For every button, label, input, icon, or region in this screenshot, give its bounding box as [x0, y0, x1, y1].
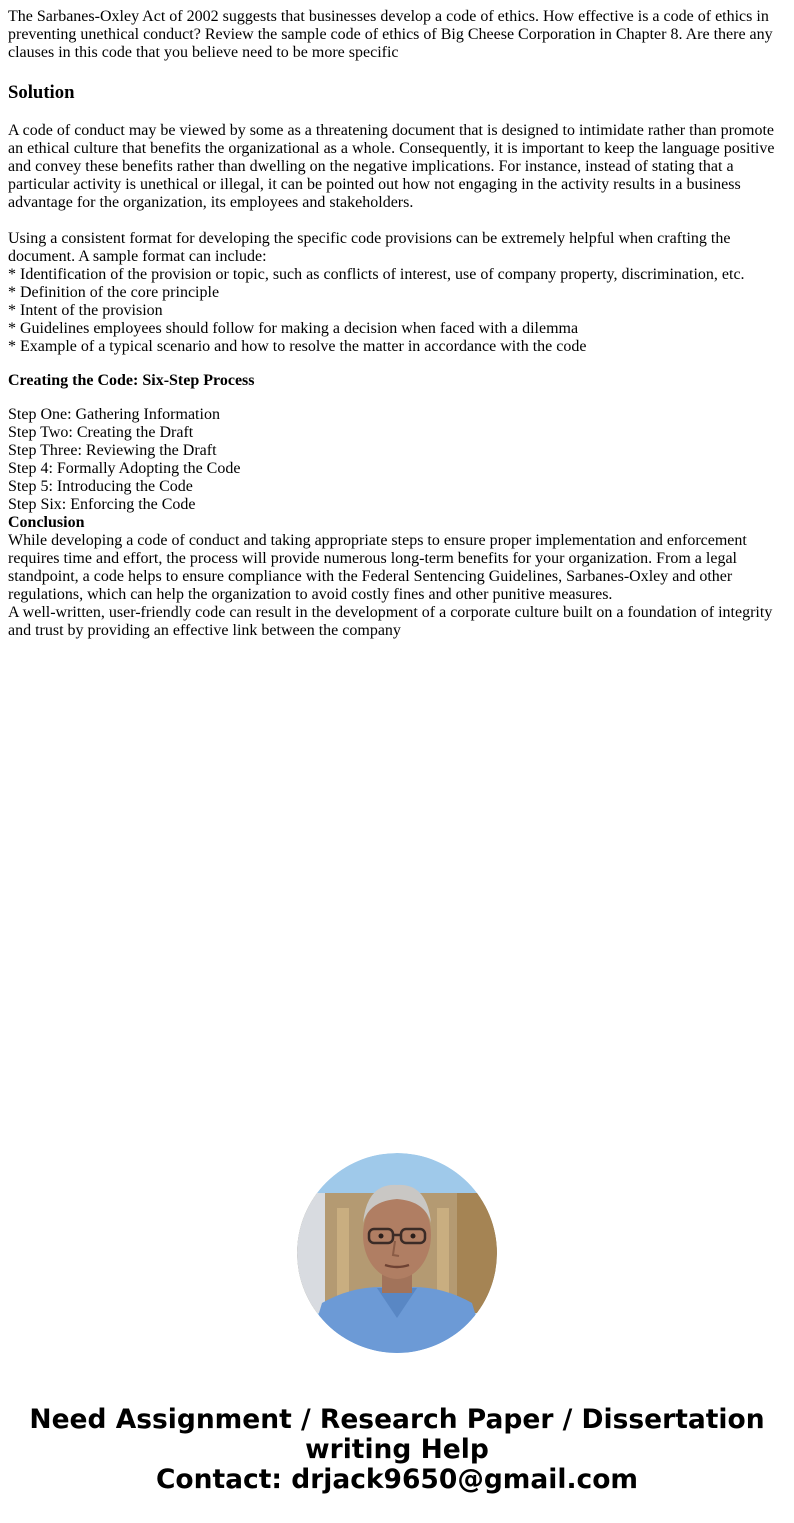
- promo-text: [0, 1405, 794, 1495]
- format-item: * Intent of the provision: [8, 302, 163, 319]
- document-body: [8, 8, 780, 640]
- author-avatar: [297, 1153, 497, 1353]
- promo-line-1: Need Assignment / Research Paper / Dissertation: [29, 1404, 765, 1435]
- format-item: * Definition of the core principle: [8, 284, 220, 301]
- promo-section: [0, 1153, 794, 1495]
- question-text: The Sarbanes-Oxley Act of 2002 suggests that businesses develop a code of ethics. How effective is a code of ethics in preventing unethical conduct? Review the sample code of ethics of Big Cheese Corporation in Chapter 8. Are there any clauses in this code that you believe need to be more specific: [8, 8, 773, 61]
- step-item: Step 5: Introducing the Code: [8, 478, 193, 495]
- steps-list: [8, 406, 780, 640]
- solution-heading: Solution: [8, 82, 75, 103]
- step-item: Step Three: Reviewing the Draft: [8, 442, 217, 459]
- format-intro: Using a consistent format for developing the specific code provisions can be extremely helpful when crafting the document. A sample format can include:: [8, 230, 731, 265]
- process-heading: Creating the Code: Six-Step Process: [8, 372, 255, 389]
- conclusion-paragraph-2: A well-written, user-friendly code can result in the development of a corporate culture built on a foundation of integrity and trust by providing an effective link between the company: [8, 604, 773, 639]
- promo-contact: Contact: drjack9650@gmail.com: [155, 1464, 639, 1495]
- step-item: Step Two: Creating the Draft: [8, 424, 194, 441]
- promo-line-2: writing Help: [305, 1434, 489, 1465]
- format-item: * Guidelines employees should follow for making a decision when faced with a dilemma: [8, 320, 579, 337]
- step-item: Step 4: Formally Adopting the Code: [8, 460, 241, 477]
- solution-paragraph-2: [8, 230, 780, 356]
- step-item: Step Six: Enforcing the Code: [8, 496, 196, 513]
- format-item: * Identification of the provision or topic, such as conflicts of interest, use of company property, discrimination, etc.: [8, 266, 745, 283]
- conclusion-heading: Conclusion: [8, 514, 85, 531]
- conclusion-paragraph-1: While developing a code of conduct and taking appropriate steps to ensure proper implementation and enforcement requires time and effort, the process will provide numerous long-term benefits for your organization. From a legal standpoint, a code helps to ensure compliance with the Federal Sentencing Guidelines, Sarbanes-Oxley and other regulations, which can help the organization to avoid costly fines and other punitive measures.: [8, 532, 747, 603]
- step-item: Step One: Gathering Information: [8, 406, 220, 423]
- solution-paragraph-1: A code of conduct may be viewed by some as a threatening document that is designed to intimidate rather than promote an ethical culture that benefits the organizational as a whole. Consequently, it is important to keep the language positive and convey these benefits rather than dwelling on the negative implications. For instance, instead of stating that a particular activity is unethical or illegal, it can be pointed out how not engaging in the activity results in a business advantage for the organization, its employees and stakeholders.: [8, 122, 775, 211]
- format-item: * Example of a typical scenario and how to resolve the matter in accordance with the code: [8, 338, 587, 355]
